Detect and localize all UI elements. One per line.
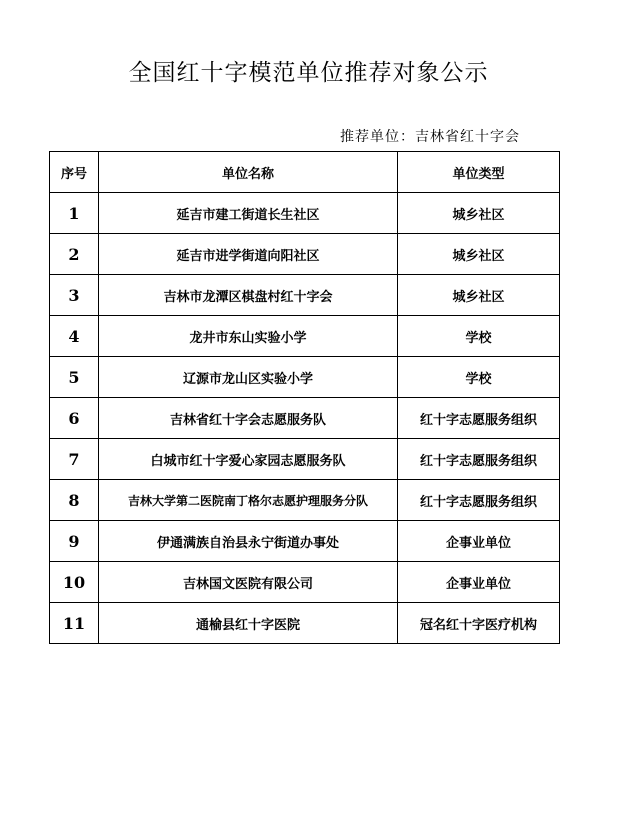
row-unit-type: 学校 bbox=[398, 357, 560, 398]
row-number: 9 bbox=[50, 521, 99, 562]
page-title: 全国红十字模范单位推荐对象公示 bbox=[128, 60, 489, 86]
row-number: 3 bbox=[50, 275, 99, 316]
table-row bbox=[50, 521, 560, 562]
table-row bbox=[50, 398, 560, 439]
table-row bbox=[50, 357, 560, 398]
row-unit-type: 冠名红十字医疗机构 bbox=[398, 603, 560, 644]
header-serial-number: 序号 bbox=[50, 152, 99, 193]
row-unit-name: 吉林国文医院有限公司 bbox=[99, 562, 398, 603]
row-unit-name: 吉林省红十字会志愿服务队 bbox=[99, 398, 398, 439]
row-unit-type: 城乡社区 bbox=[398, 234, 560, 275]
row-unit-name: 通榆县红十字医院 bbox=[99, 603, 398, 644]
row-number: 10 bbox=[50, 562, 99, 603]
row-number: 4 bbox=[50, 316, 99, 357]
row-unit-type: 红十字志愿服务组织 bbox=[398, 398, 560, 439]
row-unit-type: 红十字志愿服务组织 bbox=[398, 439, 560, 480]
row-number: 11 bbox=[50, 603, 99, 644]
table-row bbox=[50, 439, 560, 480]
row-unit-type: 城乡社区 bbox=[398, 193, 560, 234]
row-unit-name: 吉林大学第二医院南丁格尔志愿护理服务分队 bbox=[99, 480, 398, 521]
header-unit-name: 单位名称 bbox=[99, 152, 398, 193]
row-unit-name: 伊通满族自治县永宁街道办事处 bbox=[99, 521, 398, 562]
row-unit-type: 城乡社区 bbox=[398, 275, 560, 316]
table-row bbox=[50, 603, 560, 644]
recommendation-table bbox=[49, 151, 560, 644]
row-number: 1 bbox=[50, 193, 99, 234]
row-unit-name: 延吉市建工街道长生社区 bbox=[99, 193, 398, 234]
row-unit-name: 吉林市龙潭区棋盘村红十字会 bbox=[99, 275, 398, 316]
row-unit-type: 企事业单位 bbox=[398, 521, 560, 562]
row-unit-type: 红十字志愿服务组织 bbox=[398, 480, 560, 521]
table-row bbox=[50, 562, 560, 603]
header-unit-type: 单位类型 bbox=[398, 152, 560, 193]
row-number: 6 bbox=[50, 398, 99, 439]
row-number: 5 bbox=[50, 357, 99, 398]
row-unit-type: 学校 bbox=[398, 316, 560, 357]
table-row bbox=[50, 193, 560, 234]
table-row bbox=[50, 480, 560, 521]
table-row bbox=[50, 275, 560, 316]
table-row bbox=[50, 234, 560, 275]
row-unit-type: 企事业单位 bbox=[398, 562, 560, 603]
row-unit-name: 龙井市东山实验小学 bbox=[99, 316, 398, 357]
row-unit-name: 辽源市龙山区实验小学 bbox=[99, 357, 398, 398]
row-unit-name: 白城市红十字爱心家园志愿服务队 bbox=[99, 439, 398, 480]
row-number: 2 bbox=[50, 234, 99, 275]
row-number: 7 bbox=[50, 439, 99, 480]
recommending-unit: 推荐单位：吉林省红十字会 bbox=[340, 129, 520, 145]
row-unit-name: 延吉市进学街道向阳社区 bbox=[99, 234, 398, 275]
table-row bbox=[50, 316, 560, 357]
row-number: 8 bbox=[50, 480, 99, 521]
table-header-row bbox=[50, 152, 560, 193]
